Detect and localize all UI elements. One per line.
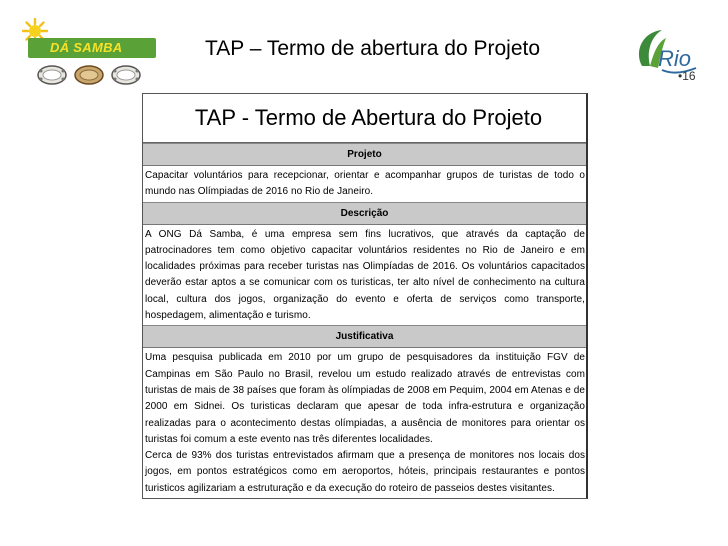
section-body-justificativa [143, 348, 586, 498]
svg-text:•16: •16 [678, 69, 696, 82]
section-body-descricao [143, 225, 586, 326]
tambourines-icon [34, 62, 144, 88]
da-samba-logo [20, 18, 160, 90]
svg-text:Rio: Rio [658, 46, 692, 71]
tap-table [142, 93, 588, 499]
slide-title: TAP – Termo de abertura do Projeto [205, 37, 541, 60]
rio-2016-logo [628, 22, 714, 82]
rio-2016-emblem-icon [628, 22, 714, 82]
section-body-projeto [143, 166, 586, 202]
section-text: Capacitar voluntários para recepcionar, orientar e acompanhar grupos de turistas de todo o mundo nas Olímpiadas de 2016 no Rio de Janeiro. [145, 170, 585, 198]
section-header-justificativa: Justificativa [143, 325, 586, 348]
section-header-projeto: Projeto [143, 143, 586, 166]
logo-text: DÁ SAMBA [50, 40, 123, 55]
section-text: Uma pesquisa publicada em 2010 por um grupo de pesquisadores da instituição FGV de Campinas em São Paulo no Brasil, revelou um estudo realizado através de entrevistas com turistas de mais de 38 países que foram às olímpiadas de 2008 em Pequim, 2004 em Atenas e de 2000 em Sidnei. Os turisticas declaram que apesar de toda infra-estrutura e organização realizadas para o acontecimento destas olímpiadas, a ausência de monitores para orientar os turistas foi comum a este evento nas três diferentes localidades. [145, 352, 585, 445]
section-text: Cerca de 93% dos turistas entrevistados afirmam que a presença de monitores nos locais dos jogos, em pontos estratégicos como em aeroportos, hóteis, principais restaurantes e pontos turisticos agilizariam a estruturação e da execução do roteiro de passeios destes visitantes. [145, 450, 585, 494]
table-heading: TAP - Termo de Abertura do Projeto [143, 94, 586, 143]
section-text: A ONG Dá Samba, é uma empresa sem fins lucrativos, que através da captação de patrocinadores tem como objetivo capacitar voluntários residentes no Rio de Janeiro e em localidades próximas para receber turistas nas Olimpíadas de 2016. Os voluntários capacitados deverão estar aptos a se comunicar com os turisticas, ter alto nível de conhecimento na cultura local, cultura dos jogos, organização do evento e oferta de serviços como transporte, hospedagem, alimentação e turismo. [145, 228, 585, 322]
section-header-descricao: Descrição [143, 202, 586, 225]
